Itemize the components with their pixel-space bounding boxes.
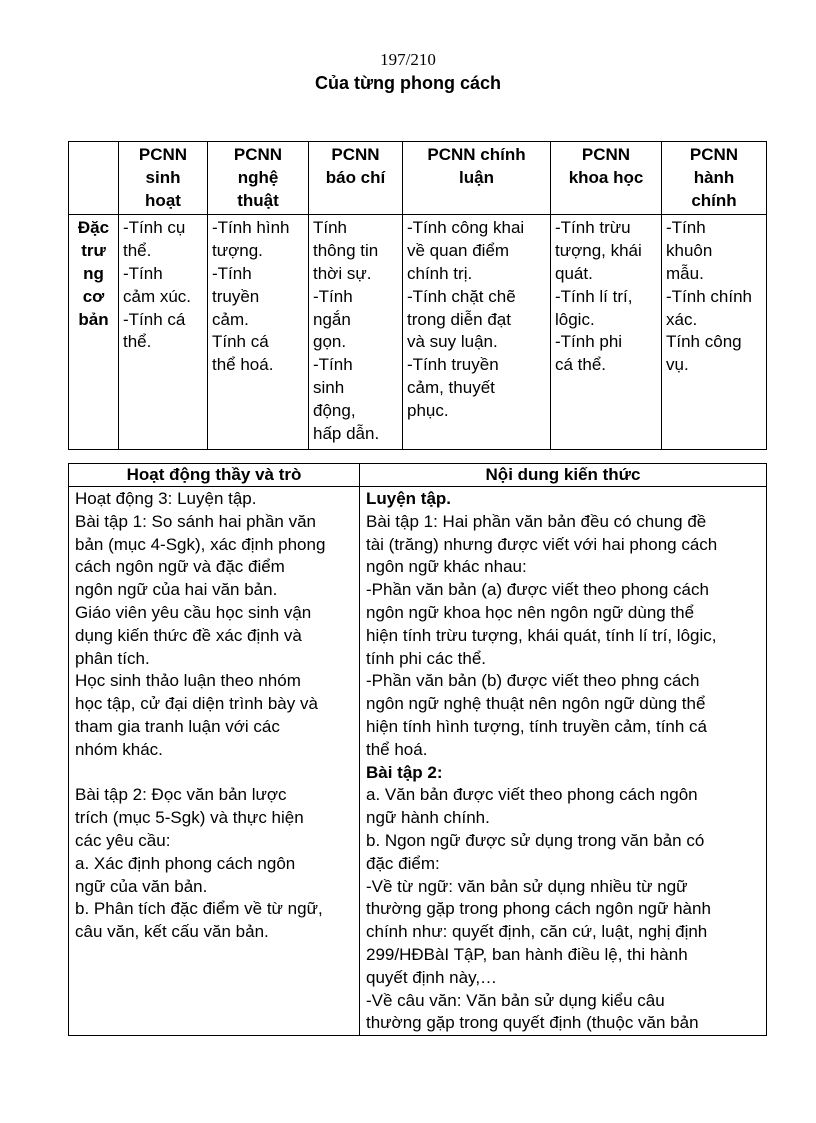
cell-line: thể. <box>123 332 152 352</box>
header-line: báo chí <box>325 167 386 187</box>
cell-line: -Tính chính <box>666 286 752 306</box>
cell-line: cảm xúc. <box>123 286 192 306</box>
cell-line: khuôn <box>666 241 713 261</box>
cell-line: cá thể. <box>555 355 607 375</box>
text-line: Học sinh thảo luận theo nhóm <box>75 671 301 691</box>
knowledge-cell <box>360 487 767 1036</box>
cell-line: cảm. <box>212 309 249 329</box>
cell-line: -Tính hình <box>212 218 290 238</box>
page-title: Của từng phong cách <box>314 73 502 93</box>
text-line: tính phi các thể. <box>366 648 487 668</box>
header-line: PCNN <box>138 145 188 164</box>
cell-line: Tính <box>313 218 348 238</box>
text-line: ngôn ngữ khoa học nên ngôn ngữ dùng thể <box>366 602 695 622</box>
header-knowledge: Nội dung kiến thức <box>360 464 767 487</box>
cell-line: -Tính phi <box>555 332 623 352</box>
page-number: 197/210 <box>380 50 436 69</box>
cell-line: vụ. <box>666 355 689 375</box>
corner-cell <box>69 142 119 215</box>
cell-line: tượng, khái <box>555 241 642 261</box>
text-line: phân tích. <box>75 648 150 668</box>
header-line: hoạt <box>145 190 181 210</box>
header-line: PCNN <box>331 145 380 164</box>
cell-line: Tính công <box>666 332 742 352</box>
text-line: -Phần văn bản (a) được viết theo phong cách <box>366 580 709 600</box>
header-line: hành <box>693 167 735 187</box>
table-row <box>69 215 767 450</box>
cell-line: động, <box>313 400 356 420</box>
activities-cell <box>69 487 360 1036</box>
header-line: PCNN chính <box>427 145 526 164</box>
text-line: Giáo viên yêu cầu học sinh vận <box>75 602 312 622</box>
cell-line: -Tính <box>313 286 353 306</box>
text-line: Bài tập 1: So sánh hai phần văn <box>75 511 317 531</box>
header-line: luận <box>459 167 494 187</box>
header-line: PCNN <box>689 145 739 164</box>
header-line: chính <box>691 190 737 210</box>
column-header <box>662 142 767 215</box>
text-line: hiện tính hình tượng, tính truyền cảm, tính cá <box>366 716 708 736</box>
spacer <box>75 762 353 785</box>
text-line: b. Phân tích đặc điểm về từ ngữ, <box>75 899 323 919</box>
cell-line: cảm, thuyết <box>407 377 495 397</box>
text-line: nhóm khác. <box>75 739 163 759</box>
header-line: PCNN <box>581 145 631 164</box>
table-cell <box>309 215 403 450</box>
text-line: thường gặp trong quyết định (thuộc văn bản <box>366 1013 699 1033</box>
cell-line: -Tính chặt chẽ <box>407 286 516 306</box>
text-line: trích (mục 5-Sgk) và thực hiện <box>75 808 304 828</box>
cell-line: -Tính cụ <box>123 218 186 238</box>
cell-line: và suy luận. <box>407 332 498 352</box>
cell-line: Tính cá <box>212 332 269 352</box>
text-line: câu văn, kết cấu văn bản. <box>75 922 269 942</box>
text-line: thể hoá. <box>366 739 428 759</box>
cell-line: sinh <box>313 377 345 397</box>
table-row <box>69 487 767 1036</box>
text-line: ngôn ngữ nghệ thuật nên ngôn ngữ dùng thể <box>366 694 706 714</box>
text-line: Hoạt động 3: Luyện tập. <box>75 489 257 508</box>
section-heading: Luyện tập. <box>366 489 452 508</box>
cell-line: -Tính trừu <box>555 218 631 238</box>
cell-line: xác. <box>666 309 698 329</box>
cell-line: -Tính <box>212 263 252 283</box>
cell-line: thể. <box>123 241 152 261</box>
text-line: đặc điểm: <box>366 853 440 873</box>
cell-line: -Tính cá <box>123 309 186 329</box>
cell-line: phục. <box>407 400 449 420</box>
text-line: a. Văn bản được viết theo phong cách ngôn <box>366 785 698 805</box>
text-line: tài (trăng) nhưng được viết với hai phong cách <box>366 534 718 554</box>
table-cell <box>208 215 309 450</box>
cell-line: tượng. <box>212 241 263 261</box>
table-cell <box>551 215 662 450</box>
row-header <box>69 215 119 450</box>
cell-line: -Tính truyền <box>407 355 499 375</box>
cell-line: trong diễn đạt <box>407 309 511 329</box>
cell-line: -Tính <box>666 218 706 238</box>
text-line: bản (mục 4-Sgk), xác định phong <box>75 534 326 554</box>
text-line: quyết định này,… <box>366 967 498 987</box>
text-line: cách ngôn ngữ và đặc điểm <box>75 557 285 577</box>
text-line: chính như: quyết định, căn cứ, luật, nghị định <box>366 922 708 942</box>
cell-line: thời sự. <box>313 263 372 283</box>
text-line: -Về từ ngữ: văn bản sử dụng nhiều từ ngữ <box>366 876 688 896</box>
text-line: Bài tập 2: Đọc văn bản lược <box>75 785 287 805</box>
row-header-line: Đặc <box>77 218 110 238</box>
cell-line: mẫu. <box>666 263 704 283</box>
text-line: Bài tập 1: Hai phần văn bản đều có chung đề <box>366 511 707 531</box>
cell-line: truyền <box>212 286 260 306</box>
cell-line: hấp dẫn. <box>313 423 380 443</box>
text-line: 299/HĐBàI TậP, ban hành điều lệ, thi hành <box>366 944 688 964</box>
text-line: ngôn ngữ khác nhau: <box>366 557 527 577</box>
table-header-row <box>69 142 767 215</box>
table-cell <box>403 215 551 450</box>
header-activities: Hoạt động thầy và trò <box>69 464 360 487</box>
header-line: khoa học <box>568 167 644 187</box>
style-features-table <box>68 141 767 450</box>
text-line: dụng kiến thức đề xác định và <box>75 625 302 645</box>
row-header-line: bản <box>78 309 109 329</box>
cell-line: ngắn <box>313 309 351 329</box>
header-line: PCNN <box>233 145 283 164</box>
column-header <box>119 142 208 215</box>
activity-content-table <box>68 463 767 1036</box>
header-line: sinh <box>145 167 181 187</box>
column-header <box>551 142 662 215</box>
text-line: b. Ngon ngữ được sử dụng trong văn bản có <box>366 830 705 850</box>
row-header-line: cơ <box>82 286 105 306</box>
text-line: học tập, cử đại diện trình bày và <box>75 694 318 714</box>
cell-line: -Tính <box>123 263 163 283</box>
table-cell <box>662 215 767 450</box>
cell-line: lôgic. <box>555 309 595 329</box>
row-header-line: ng <box>83 263 104 283</box>
cell-line: -Tính công khai <box>407 218 525 238</box>
cell-line: quát. <box>555 263 593 283</box>
cell-line: -Tính <box>313 355 353 375</box>
cell-line: về quan điểm <box>407 241 510 261</box>
cell-line: thông tin <box>313 241 379 261</box>
text-line: -Phần văn bản (b) được viết theo phng cách <box>366 671 700 691</box>
column-header <box>403 142 551 215</box>
section-heading: Bài tập 2: <box>366 762 443 782</box>
text-line: ngữ của văn bản. <box>75 876 208 896</box>
text-line: tham gia tranh luận với các <box>75 716 280 736</box>
header-line: nghệ <box>237 167 279 187</box>
text-line: ngôn ngữ của hai văn bản. <box>75 580 278 600</box>
table-cell <box>119 215 208 450</box>
row-header-line: trư <box>81 241 106 261</box>
text-line: thường gặp trong phong cách ngôn ngữ hành <box>366 899 711 919</box>
text-line: a. Xác định phong cách ngôn <box>75 853 296 873</box>
text-line: các yêu cầu: <box>75 830 171 850</box>
column-header <box>208 142 309 215</box>
text-line: ngữ hành chính. <box>366 808 490 828</box>
text-line: -Về câu văn: Văn bản sử dụng kiểu câu <box>366 990 665 1010</box>
table-header-row <box>69 464 767 487</box>
cell-line: gọn. <box>313 332 347 352</box>
text-line: hiện tính trừu tượng, khái quát, tính lí trí, lôgic, <box>366 625 717 645</box>
cell-line: chính trị. <box>407 263 473 283</box>
cell-line: thể hoá. <box>212 355 274 375</box>
header-line: thuật <box>237 190 279 210</box>
column-header <box>309 142 403 215</box>
cell-line: -Tính lí trí, <box>555 286 633 306</box>
